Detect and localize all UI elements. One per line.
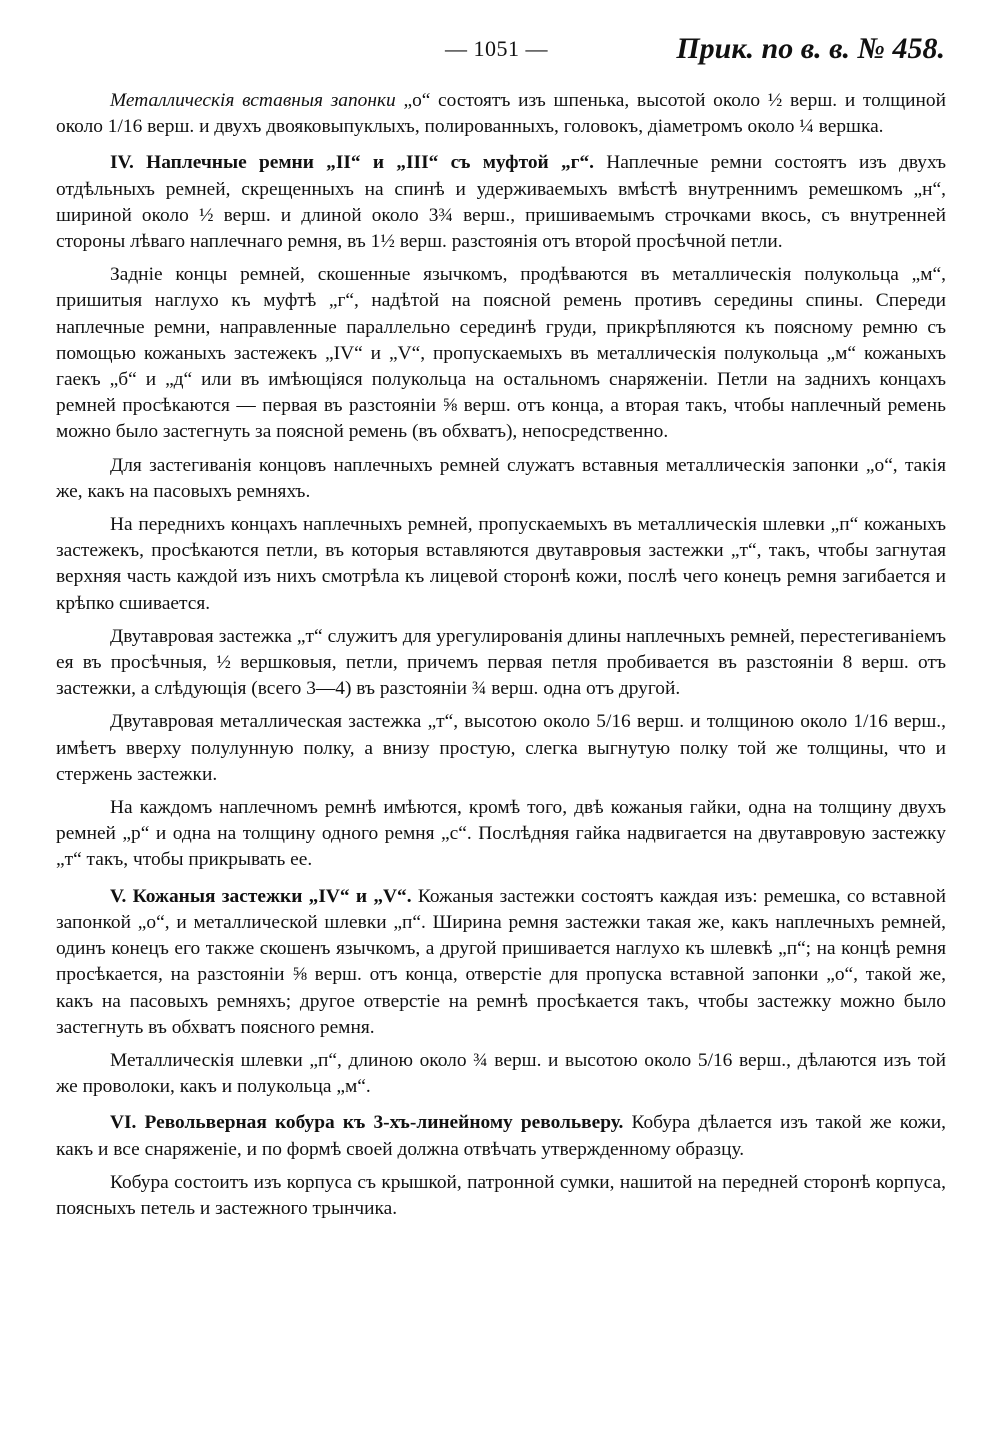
paragraph-text: Для застегиванія концовъ наплечныхъ ремней служатъ вставныя металлическія запонки „о“, такія же, какъ на пасовыхъ ремняхъ.	[56, 454, 946, 502]
section-heading: VI. Револьверная кобура къ 3-хъ-линейному револьверу.	[110, 1112, 624, 1134]
paragraph	[56, 1048, 946, 1100]
section-heading-paragraph	[56, 1110, 946, 1162]
section-heading: V. Кожаныя застежки „IV“ и „V“.	[110, 885, 412, 907]
body-text	[56, 88, 946, 1229]
section-heading: IV. Наплечные ремни „II“ и „III“ съ муфтой „г“.	[110, 152, 594, 174]
section-heading-paragraph	[56, 884, 946, 1041]
paragraph-text: Кобура состоитъ изъ корпуса съ крышкой, патронной сумки, нашитой на передней сторонѣ корпуса, поясныхъ петель и застежного трынчика.	[56, 1171, 946, 1219]
paragraph-text: Кожаныя застежки состоятъ каждая изъ: ремешка, со вставной запонкой „о“, и металлической шлевки „п“. Ширина ремня застежки такая же, какъ наплечныхъ ремней, одинъ конецъ его также скошенъ язычкомъ, а другой пришивается наглухо къ шлевкѣ „п“; на концѣ ремня просѣкается, на разстояніи ⅝ верш. отъ конца, отверстіе для пропуска вставной запонки „о“, такой же, какъ на пасовыхъ ремняхъ; другое отверстіе на ремнѣ просѣкается такъ, чтобы застежку можно было застегнуть въ обхватъ поясного ремня.	[56, 885, 946, 1038]
paragraph	[56, 624, 946, 703]
paragraph-text: На переднихъ концахъ наплечныхъ ремней, пропускаемыхъ въ металлическія шлевки „п“ кожаныхъ застежекъ, просѣкаются петли, въ которыя вставляются двутавровыя застежки „т“, такъ, чтобы загнутая верхняя часть каждой изъ нихъ смотрѣла къ лицевой сторонѣ кожи, послѣ чего конецъ ремня загибается и крѣпко сшивается.	[56, 514, 946, 614]
paragraph	[56, 1170, 946, 1222]
page-number: — 1051 —	[445, 36, 548, 61]
paragraph	[56, 453, 946, 505]
paragraph	[56, 795, 946, 874]
paragraph-text: Двутавровая металлическая застежка „т“, высотою около 5/16 верш. и толщиною около 1/16 верш., имѣетъ вверху полулунную полку, а внизу простую, слегка выгнутую полку той же толщины, что и стержень застежки.	[56, 711, 946, 785]
paragraph	[56, 512, 946, 617]
paragraph	[56, 88, 946, 140]
paragraph-text: Двутавровая застежка „т“ служитъ для урегулированія длины наплечныхъ ремней, перестегиваніемъ ея въ просѣчныя, ½ вершковыя, петли, причемъ первая петля пробивается въ разстояніи 8 верш. отъ застежки, а слѣдующія (всего 3—4) въ разстояніи ¾ верш. одна отъ другой.	[56, 625, 946, 700]
paragraph-text: Металлическія шлевки „п“, длиною около ¾ верш. и высотою около 5/16 верш., дѣлаются изъ той же проволоки, какъ и полукольца „м“.	[56, 1049, 946, 1098]
page-header	[0, 34, 985, 74]
paragraph-text: Задніе концы ремней, скошенные язычкомъ, продѣваются въ металлическія полукольца „м“, пришитыя наглухо къ муфтѣ „г“, надѣтой на поясной ремень противъ середины спины. Спереди наплечные ремни, направленные параллельно серединѣ груди, прикрѣпляются къ поясному ремню съ помощью кожаныхъ застежекъ „IV“ и „V“, пропускаемыхъ въ металлическія полукольца „м“ кожаныхъ гаекъ „б“ и „д“ или въ имѣющіяся полукольца на остальномъ снаряженіи. Петли на заднихъ концахъ ремней просѣкаются — первая въ разстояніи ⅝ верш. отъ конца, а вторая такъ, чтобы наплечный ремень можно было застегнуть за поясной ремень (въ обхватъ), непосредственно.	[56, 264, 946, 443]
paragraph	[56, 262, 946, 445]
paragraph	[56, 709, 946, 788]
paragraph-text: Кобура дѣлается изъ такой же кожи, какъ и все снаряженіе, и по формѣ своей должна отвѣчать утвержденному образцу.	[56, 1112, 947, 1160]
section-heading-paragraph	[56, 150, 946, 255]
paragraph-text: На каждомъ наплечномъ ремнѣ имѣются, кромѣ того, двѣ кожаныя гайки, одна на толщину двухъ ремней „р“ и одна на толщину одного ремня „с“. Послѣдняя гайка надвигается на двутавровую застежку „т“ такъ, чтобы прикрывать ее.	[56, 797, 946, 871]
paragraph-text: „о“ состоятъ изъ шпенька, высотой около ½ верш. и толщиной около 1/16 верш. и двухъ двояковыпуклыхъ, полированныхъ, головокъ, діаметромъ около ¼ вершка.	[56, 90, 946, 138]
order-reference: Прик. по в. в. № 458.	[676, 32, 945, 65]
paragraph-lead: Металлическія вставныя запонки	[110, 90, 396, 111]
paragraph-text: Наплечные ремни состоятъ изъ двухъ отдѣльныхъ ремней, скрещенныхъ на спинѣ и удерживаемыхъ вмѣстѣ внутреннимъ ремешкомъ „н“, шириной около ½ верш. и длиной около 3¾ верш., пришиваемымъ строчками вкось, съ внутренней стороны лѣваго наплечнаго ремня, въ 1½ верш. разстоянія отъ второй просѣчной петли.	[56, 152, 946, 253]
